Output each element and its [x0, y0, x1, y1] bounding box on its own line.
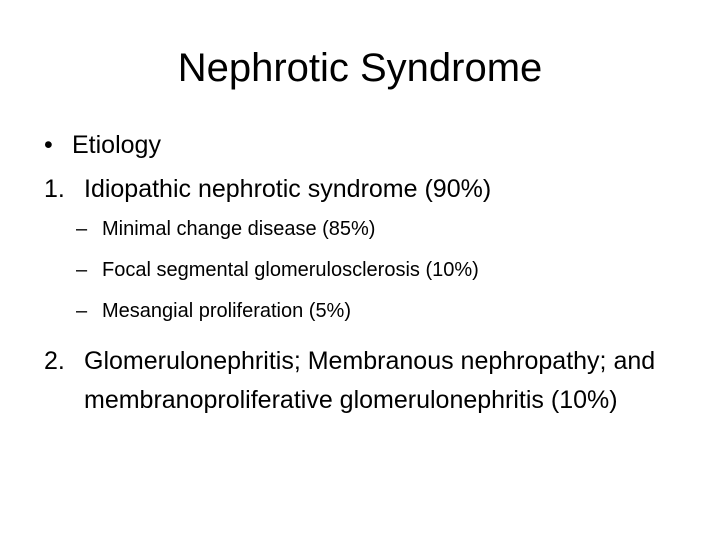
list-item — [44, 342, 684, 420]
number-marker: 1. — [44, 175, 65, 203]
sub-list-item — [44, 298, 684, 324]
dash-marker: – — [76, 259, 88, 281]
slide-body — [44, 130, 684, 432]
sub-list-item-text: Mesangial proliferation (5%) — [102, 300, 352, 322]
list-item — [44, 174, 684, 204]
dash-marker: – — [76, 300, 88, 322]
list-item — [44, 130, 684, 160]
sub-list-item — [44, 257, 684, 283]
sub-list-item-text: Focal segmental glomerulosclerosis (10%) — [102, 259, 479, 281]
sub-list-item — [44, 216, 684, 242]
slide-title: Nephrotic Syndrome — [177, 46, 543, 90]
list-item-text: Idiopathic nephrotic syndrome (90%) — [84, 175, 492, 203]
list-item-text: Etiology — [72, 131, 161, 159]
number-marker: 2. — [44, 347, 65, 375]
sub-list-item-text: Minimal change disease (85%) — [102, 218, 376, 240]
dash-marker: – — [76, 218, 88, 240]
list-item-text: Glomerulonephritis; Membranous nephropathy; and membranoproliferative glomerulonephritis (10%) — [84, 347, 656, 414]
bullet-marker: • — [44, 131, 53, 159]
